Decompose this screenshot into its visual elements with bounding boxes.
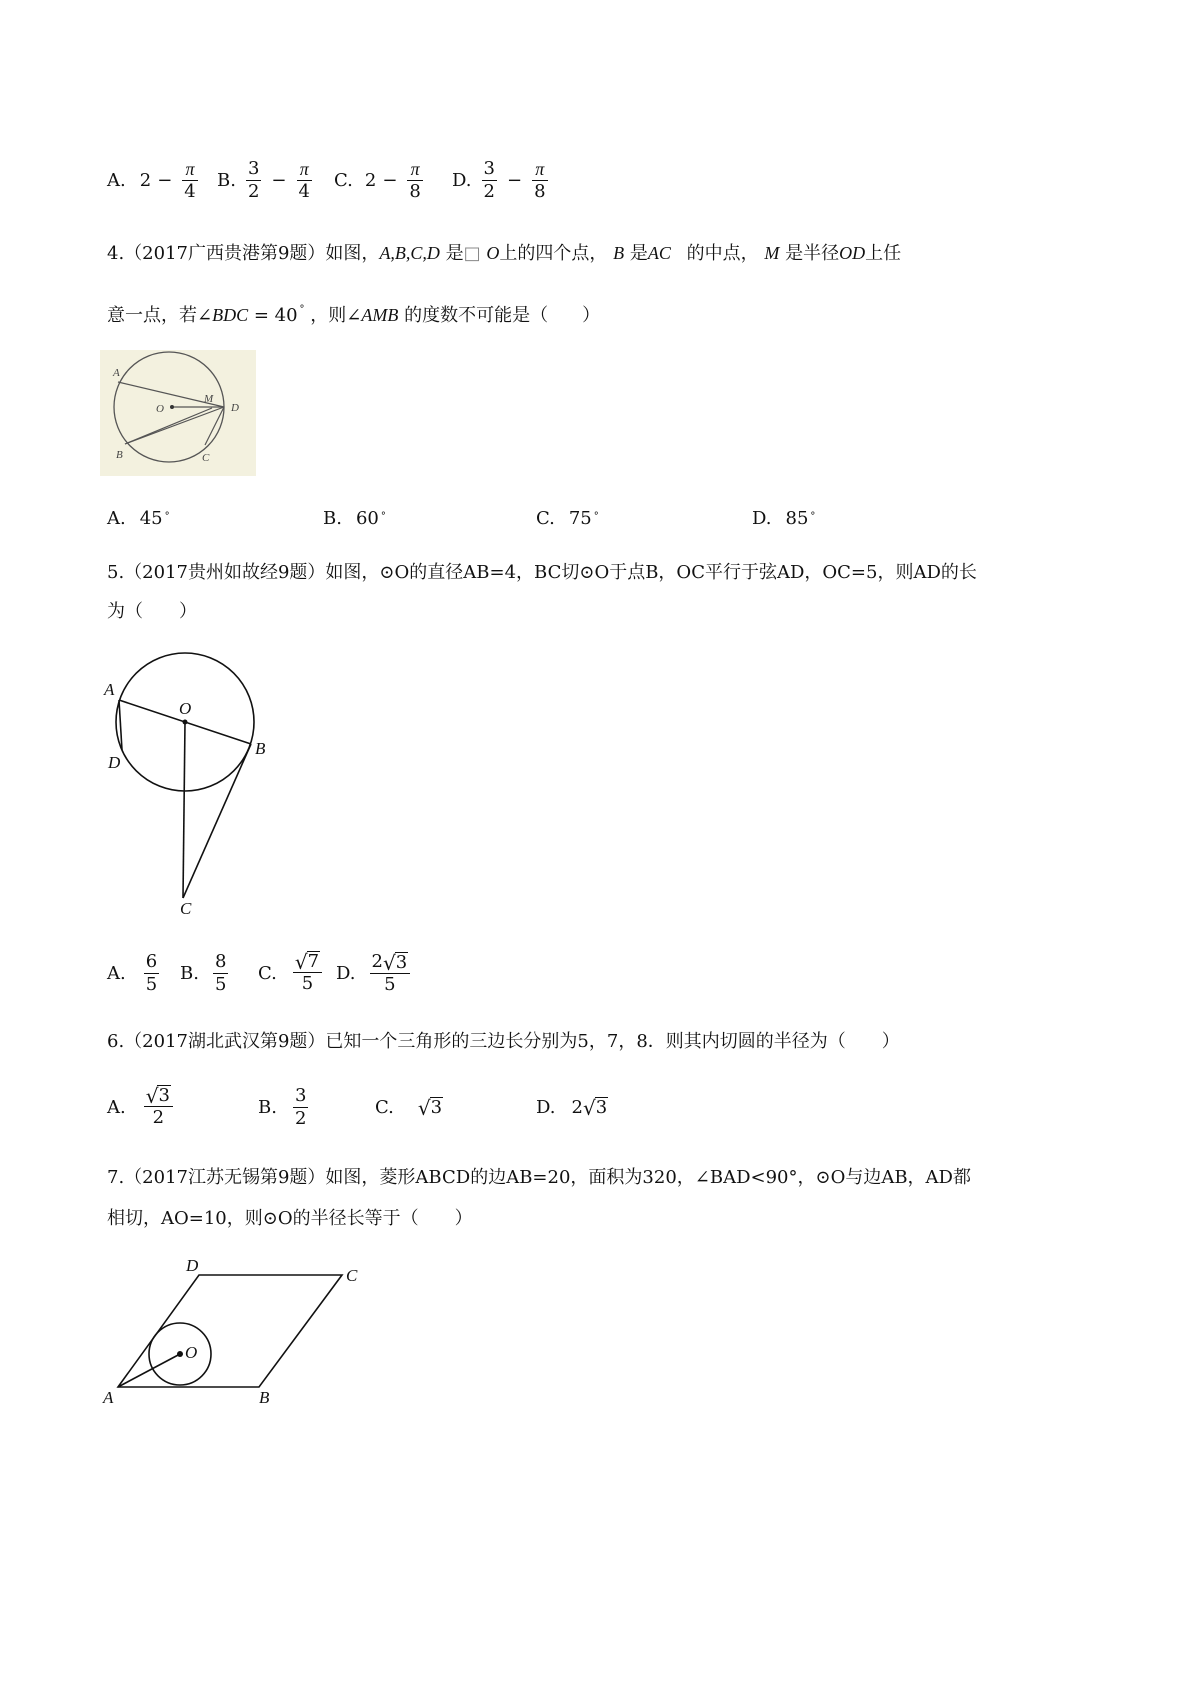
numerator: π [535,159,545,179]
numerator: π [299,159,309,179]
degree-sign: ° [810,511,816,522]
q7-question-line1: 7.（2017江苏无锡第9题）如图，菱形ABCD的边AB=20，面积为320，∠BAD<90°，⊙O与边AB，AD都 [107,1167,971,1188]
denominator: 5 [301,973,314,994]
q6-option-b [258,1085,312,1130]
q5-option-a [107,951,163,996]
denominator: 8 [409,181,421,202]
minus-sign: − [382,170,398,191]
question-text: 上的四个点， [499,243,608,264]
q4-option-d [752,508,815,529]
numerator: 3 [247,158,260,179]
missing-glyph: □ [463,243,481,264]
q3-option-a [107,158,202,203]
math-point: M [764,243,780,263]
denominator: 2 [247,181,260,202]
label-b: B [255,739,266,758]
math-angle: BDC [212,305,249,325]
label-a: A [104,680,115,699]
math-segment: OD [839,243,866,263]
square-root [144,1085,173,1106]
denominator: 4 [298,181,310,202]
q4-option-b [323,508,386,529]
math-angle: AMB [361,305,399,325]
q5-question-line2: 为（ ） [107,601,197,622]
option-label: C. [536,508,555,529]
label-d: D [186,1256,199,1275]
radicand: 3 [158,1085,170,1106]
label-a: A [113,367,120,379]
q7-question-line2: 相切，AO=10，则⊙O的半径长等于（ ） [107,1208,473,1229]
option-label: A. [107,963,126,984]
option-value: 60 [355,508,379,529]
q4-option-c [536,508,599,529]
option-value: 2 [364,170,377,191]
q4-figure [100,350,256,476]
denominator: 5 [214,974,227,995]
q5-option-d [336,951,414,996]
q6-option-c [375,1097,443,1118]
label-c: C [202,452,210,464]
denominator: 5 [384,974,396,995]
q6-question-line1: 6.（2017湖北武汉第9题）已知一个三角形的三边长分别为5，7，8．则其内切圆的半径为（ ） [107,1031,900,1052]
fraction [182,158,197,203]
fraction [297,158,312,203]
option-value: 75 [568,508,592,529]
denominator: 2 [152,1107,165,1128]
question-text: ） [582,305,601,326]
degree-sign: ° [164,511,170,522]
coefficient: 2 [571,1097,583,1118]
option-label: D. [336,963,356,984]
question-text: 是 [629,243,648,264]
square-root [293,951,322,972]
label-d: D [108,753,121,772]
option-label: D. [752,508,772,529]
fraction [246,158,261,203]
radical-sign: √ [294,950,308,974]
fraction [370,951,411,996]
q5-option-b [180,951,232,996]
question-text: 4.（2017广西贵港第9题）如图， [107,243,380,264]
q3-option-b [217,158,316,203]
numerator: 6 [145,951,158,972]
minus-sign: − [157,170,173,191]
label-c: C [346,1266,358,1285]
radical-sign: √ [145,1084,159,1108]
option-value: 85 [785,508,809,529]
fraction [213,951,228,996]
denominator: 8 [534,181,546,202]
degree-sign: ° [299,304,305,315]
radicand: 3 [430,1097,443,1118]
q6-option-d [536,1097,608,1118]
question-text: 是 [445,243,464,264]
coefficient: 2 [371,951,383,972]
radical-sign: √ [382,951,396,975]
degree-sign: ° [380,511,386,522]
math-points: A,B,C,D [379,243,440,263]
radical-sign: √ [582,1096,596,1120]
radicand: 3 [395,952,408,973]
q4-option-a [107,508,170,529]
q6-option-a [107,1085,177,1129]
option-label: A. [107,1096,126,1118]
fraction [293,1085,308,1130]
question-text: 是半径 [785,243,840,264]
degree-sign: ° [593,511,599,522]
radicand: 7 [307,951,320,972]
option-label: B. [258,1097,277,1118]
radicand: 3 [595,1097,608,1118]
question-text: 上任 [865,243,902,264]
math-circle: O [486,243,500,263]
option-value: 2 [139,170,152,191]
denominator: 2 [483,181,495,202]
q4-question-line2 [107,300,600,328]
q5-option-c [258,951,326,995]
question-text: ，则∠ [310,305,362,326]
fraction [532,158,547,203]
q5-figure [100,648,270,920]
numerator: π [410,159,420,179]
denominator: 2 [294,1108,307,1129]
denominator: 4 [184,181,196,202]
label-m: M [204,393,214,405]
label-b: B [116,449,123,461]
math-arc: AC [647,243,671,263]
question-text: 意一点，若∠ [107,305,213,326]
option-label: B. [217,170,236,191]
denominator: 5 [145,974,158,995]
label-o: O [179,699,192,718]
q4-question-line1 [107,241,901,266]
label-d: D [231,402,239,414]
q3-option-c [334,158,427,203]
fraction [482,158,497,203]
q7-figure-svg [100,1255,375,1405]
numerator: π [185,159,195,179]
numerator: 3 [294,1085,307,1106]
square-root [418,1097,443,1118]
fraction [293,951,322,995]
math-value: = 40 [253,305,298,326]
minus-sign: − [271,170,287,191]
label-o: O [185,1343,198,1362]
option-label: B. [180,963,199,984]
option-label: C. [375,1097,394,1118]
option-label: D. [452,170,472,191]
option-label: A. [107,508,126,529]
q7-figure [100,1255,375,1405]
question-text: 的中点， [686,243,759,264]
square-root [572,1097,609,1118]
label-a: A [103,1388,114,1405]
fraction [407,158,422,203]
label-c: C [180,899,192,918]
option-label: A. [107,170,126,191]
option-label: D. [536,1097,556,1118]
label-b: B [259,1388,270,1405]
q3-option-d [452,158,552,203]
minus-sign: − [506,170,523,191]
option-label: C. [258,962,277,984]
radical-sign: √ [417,1096,431,1120]
q5-question-line1: 5.（2017贵州如故经9题）如图，⊙O的直径AB=4，BC切⊙O于点B，OC平行于弦AD，OC=5，则AD的长 [107,562,977,583]
option-label: B. [323,508,342,529]
q5-figure-svg [100,648,270,920]
fraction [144,951,159,996]
numerator: 8 [214,951,227,972]
numerator: 3 [483,158,495,179]
option-label: C. [334,170,353,191]
square-root [370,951,411,973]
label-o: O [156,403,164,415]
question-text: 的度数不可能是（ [404,305,549,326]
math-point: B [613,243,625,263]
fraction [144,1085,173,1129]
q4-figure-svg [100,350,256,476]
option-value: 45 [139,508,163,529]
